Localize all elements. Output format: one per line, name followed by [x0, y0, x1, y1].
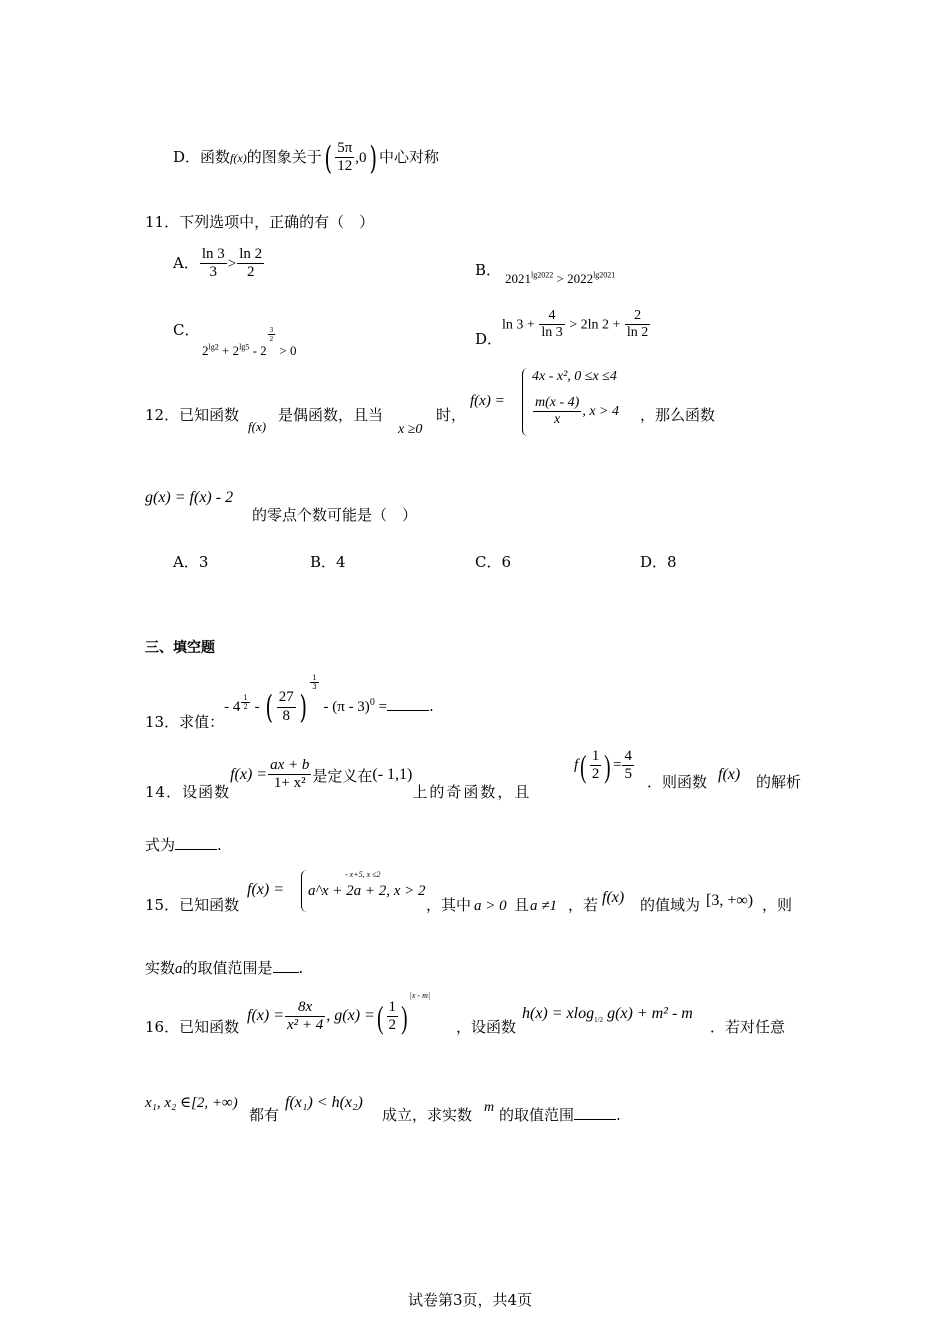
q11-option-b-expr: $2021^{lg2022} > 2022^{lg2021}$ [505, 270, 616, 286]
answer-blank[interactable] [273, 972, 299, 973]
q16-h: h(x) = xlog$_{1/2}$ g(x) + m² - m [522, 1005, 693, 1025]
q11-option-c-expr: $2^{lg2} + 2^{lg5} - 2$ $\frac{3}{2}$ > 0 [202, 326, 297, 359]
q11-option-d: D．ln 3 + $\frac{4}{\ln 3}$ > 2ln 2 + $\frac{2}{\ln 2}$ [475, 308, 649, 348]
q16-tail: 的取值范围 . [499, 1106, 621, 1124]
q12-option-b: B．4 [310, 553, 346, 571]
q13: 13．求值：- 4 $^{\frac{1}{2}}$ - ( $\frac{27}{8}$ ) $^{\frac{1}{3}}$ - (π - 3)$^0$ = . [145, 674, 434, 732]
answer-blank[interactable] [574, 1119, 616, 1120]
q14-line2: 式为 . [145, 836, 222, 854]
q16-f: f(x) = $\frac{8x}{\text{x² + 4}}$ , g(x) =( $\frac{1}{2}$ )$^{|x - m|}$ [247, 991, 431, 1035]
q12-stem: 12．已知函数 [145, 406, 240, 424]
q11-option-b: B． [475, 261, 502, 279]
q11-option-c: C． [173, 321, 200, 339]
answer-blank[interactable] [387, 710, 429, 711]
page-footer: 试卷第3页，共4页 [408, 1291, 533, 1309]
q11-stem: 11．下列选项中，正确的有（ ） [145, 213, 375, 231]
q12-option-c: C．6 [475, 553, 512, 571]
q10-option-d: D．函数f(x)的图象关于( $\frac{5\pi}{12}$ ,0) 中心对称 [173, 138, 440, 177]
q14-f-half: f( $\frac{1}{2}$ ) = $\frac{4}{5}$ [574, 747, 632, 784]
answer-blank[interactable] [175, 849, 217, 850]
q11-option-a: A． $\frac{\ln 3}{3}$ > $\frac{\ln 2}{2}$ [173, 246, 263, 281]
q14: 14．设函数f(x) = $\frac{ax + b}{\text{1+ x²}}$ 是定义在(- 1,1)上的奇函数，且 [145, 757, 532, 801]
q12-fdef: f(x) = [470, 393, 505, 409]
piecewise-brace [301, 870, 307, 912]
q15-line2: 实数a的取值范围是 . [145, 959, 304, 977]
piecewise-brace [522, 368, 529, 436]
q12-option-a: A．3 [173, 553, 209, 571]
q12-g: g(x) = f(x) - 2 [145, 489, 234, 506]
q12-option-d: D．8 [640, 553, 677, 571]
fraction: $\frac{5\pi}{12}$ [337, 140, 353, 175]
section-title: 三、填空题 [145, 640, 215, 656]
